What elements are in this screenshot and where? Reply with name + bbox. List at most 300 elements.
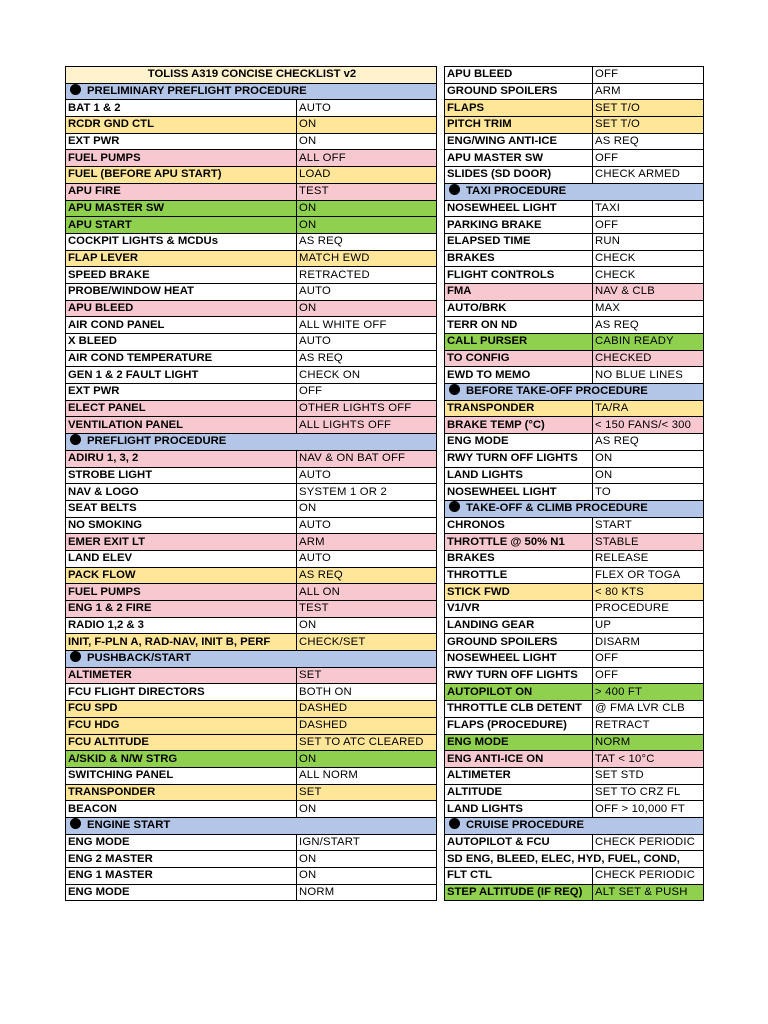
- checklist-value: OFF: [297, 384, 437, 401]
- checklist-value: SET T/O: [593, 100, 704, 117]
- checklist-value: DISARM: [593, 634, 704, 651]
- checklist-row: [66, 751, 437, 768]
- checklist-item: APU MASTER SW: [66, 200, 297, 217]
- checklist-row: [66, 734, 437, 751]
- checklist-row: [66, 450, 437, 467]
- checklist-value: CHECKED: [593, 350, 704, 367]
- checklist-value: ON: [297, 117, 437, 134]
- checklist-item: COCKPIT LIGHTS & MCDUs: [66, 233, 297, 250]
- checklist-row: [66, 334, 437, 351]
- section-header-cruise-procedure: [445, 817, 704, 834]
- checklist-value: ON: [593, 450, 704, 467]
- checklist-item: PACK FLOW: [66, 567, 297, 584]
- checklist-item: APU FIRE: [66, 183, 297, 200]
- checklist-value: FLEX OR TOGA: [593, 567, 704, 584]
- checklist-row: [66, 567, 437, 584]
- checklist-value: AS REQ: [297, 350, 437, 367]
- checklist-left-column: [65, 66, 437, 901]
- checklist-item: FCU HDG: [66, 717, 297, 734]
- checklist-item: ENG 2 MASTER: [66, 851, 297, 868]
- checklist-value: OFF: [593, 667, 704, 684]
- checklist-row: [445, 367, 704, 384]
- checklist-row: [66, 701, 437, 718]
- checklist-row: [66, 100, 437, 117]
- checklist-item: NOSEWHEEL LIGHT: [445, 484, 593, 501]
- checklist-item: FLAP LEVER: [66, 250, 297, 267]
- checklist-row: [66, 117, 437, 134]
- checklist-value: PROCEDURE: [593, 601, 704, 618]
- checklist-row: [445, 617, 704, 634]
- checklist-row: [66, 150, 437, 167]
- checklist-item: ENG/WING ANTI-ICE: [445, 133, 593, 150]
- checklist-row: [66, 183, 437, 200]
- section-title: TAKE-OFF & CLIMB PROCEDURE: [466, 502, 648, 515]
- checklist-row: [445, 467, 704, 484]
- checklist-item: AUTOPILOT & FCU: [445, 834, 593, 851]
- checklist-row: [445, 233, 704, 250]
- checklist-item: LANDING GEAR: [445, 617, 593, 634]
- checklist-value: CHECK: [593, 267, 704, 284]
- checklist-item: ELAPSED TIME: [445, 233, 593, 250]
- checklist-row: [445, 784, 704, 801]
- bullet-icon: [449, 501, 460, 512]
- checklist-value: SET TO ATC CLEARED: [297, 734, 437, 751]
- section-header-cell: [66, 651, 437, 668]
- checklist-value: OFF: [593, 651, 704, 668]
- checklist-item: STICK FWD: [445, 584, 593, 601]
- checklist-item: FUEL (BEFORE APU START): [66, 167, 297, 184]
- checklist-value: CHECK/SET: [297, 634, 437, 651]
- checklist-row: [445, 667, 704, 684]
- checklist-row: [445, 751, 704, 768]
- checklist-title: TOLISS A319 CONCISE CHECKLIST v2: [66, 67, 437, 84]
- checklist-value: ON: [297, 751, 437, 768]
- checklist-note: SD ENG, BLEED, ELEC, HYD, FUEL, COND,: [445, 851, 704, 868]
- checklist-value: CABIN READY: [593, 334, 704, 351]
- checklist-value: START: [593, 517, 704, 534]
- checklist-item: GEN 1 & 2 FAULT LIGHT: [66, 367, 297, 384]
- checklist-item: NAV & LOGO: [66, 484, 297, 501]
- checklist-row: [445, 884, 704, 901]
- checklist-row: [445, 717, 704, 734]
- checklist-item: ADIRU 1, 3, 2: [66, 450, 297, 467]
- checklist-item: PITCH TRIM: [445, 117, 593, 134]
- section-header-cell: [445, 384, 704, 401]
- bullet-icon: [70, 434, 81, 445]
- checklist-item: TO CONFIG: [445, 350, 593, 367]
- checklist-value: TAXI: [593, 200, 704, 217]
- checklist-item: BRAKES: [445, 250, 593, 267]
- checklist-item: THROTTLE @ 50% N1: [445, 534, 593, 551]
- checklist-value: ON: [297, 217, 437, 234]
- checklist-item: BEACON: [66, 801, 297, 818]
- checklist-row: [66, 784, 437, 801]
- checklist-item: EXT PWR: [66, 133, 297, 150]
- checklist-value: ON: [297, 200, 437, 217]
- checklist-item: NO SMOKING: [66, 517, 297, 534]
- bullet-icon: [70, 818, 81, 829]
- checklist-value: AS REQ: [297, 567, 437, 584]
- checklist-row: [66, 584, 437, 601]
- checklist-value: AS REQ: [593, 434, 704, 451]
- checklist-row: [445, 834, 704, 851]
- bullet-icon: [449, 818, 460, 829]
- checklist-item: GROUND SPOILERS: [445, 634, 593, 651]
- section-title: TAXI PROCEDURE: [466, 185, 567, 198]
- checklist-row: [445, 150, 704, 167]
- checklist-item: INIT, F-PLN A, RAD-NAV, INIT B, PERF: [66, 634, 297, 651]
- checklist-item: FUEL PUMPS: [66, 584, 297, 601]
- checklist-row: [66, 834, 437, 851]
- checklist-item: THROTTLE: [445, 567, 593, 584]
- checklist-row: [445, 67, 704, 84]
- checklist-value: AUTO: [297, 517, 437, 534]
- checklist-item: AIR COND TEMPERATURE: [66, 350, 297, 367]
- checklist-item: THROTTLE CLB DETENT: [445, 701, 593, 718]
- checklist-row: [445, 734, 704, 751]
- checklist-row: [66, 384, 437, 401]
- section-header-cell: [445, 500, 704, 517]
- checklist-row: [66, 550, 437, 567]
- checklist-item: RCDR GND CTL: [66, 117, 297, 134]
- checklist-row: [66, 400, 437, 417]
- checklist-item: BRAKES: [445, 550, 593, 567]
- checklist-value: ALL WHITE OFF: [297, 317, 437, 334]
- section-title: PRELIMINARY PREFLIGHT PROCEDURE: [87, 85, 307, 98]
- checklist-item: FLAPS: [445, 100, 593, 117]
- checklist-item: SWITCHING PANEL: [66, 767, 297, 784]
- checklist-item: ENG MODE: [66, 834, 297, 851]
- checklist-item: SEAT BELTS: [66, 500, 297, 517]
- checklist-value: OFF: [593, 67, 704, 84]
- checklist-row: [445, 484, 704, 501]
- checklist-row: [445, 868, 704, 885]
- checklist-row: [445, 601, 704, 618]
- checklist-row: [66, 684, 437, 701]
- checklist-note-row: [445, 851, 704, 868]
- checklist-row: [66, 517, 437, 534]
- section-header-cell: [66, 817, 437, 834]
- checklist-item: SPEED BRAKE: [66, 267, 297, 284]
- checklist-value: AUTO: [297, 283, 437, 300]
- checklist-item: VENTILATION PANEL: [66, 417, 297, 434]
- checklist-title-row: [66, 67, 437, 84]
- bullet-icon: [70, 84, 81, 95]
- checklist-value: < 150 FANS/< 300: [593, 417, 704, 434]
- checklist-row: [66, 317, 437, 334]
- checklist-value: CHECK PERIODIC: [593, 868, 704, 885]
- checklist-item: A/SKID & N/W STRG: [66, 751, 297, 768]
- checklist-row: [445, 300, 704, 317]
- section-header-taxi-procedure: [445, 183, 704, 200]
- checklist-row: [66, 300, 437, 317]
- checklist-item: TERR ON ND: [445, 317, 593, 334]
- checklist-value: AS REQ: [593, 317, 704, 334]
- checklist-value: SET TO CRZ FL: [593, 784, 704, 801]
- checklist-item: RWY TURN OFF LIGHTS: [445, 450, 593, 467]
- checklist-item: LAND LIGHTS: [445, 467, 593, 484]
- checklist-item: EWD TO MEMO: [445, 367, 593, 384]
- checklist-value: SYSTEM 1 OR 2: [297, 484, 437, 501]
- checklist-item: STROBE LIGHT: [66, 467, 297, 484]
- checklist-value: OFF: [593, 217, 704, 234]
- checklist-item: CHRONOS: [445, 517, 593, 534]
- checklist-item: LAND LIGHTS: [445, 801, 593, 818]
- checklist-value: ARM: [297, 534, 437, 551]
- checklist-row: [66, 500, 437, 517]
- checklist-item: GROUND SPOILERS: [445, 83, 593, 100]
- checklist-value: AUTO: [297, 334, 437, 351]
- checklist-value: ON: [297, 300, 437, 317]
- checklist-value: SET T/O: [593, 117, 704, 134]
- checklist-item: NOSEWHEEL LIGHT: [445, 200, 593, 217]
- checklist-value: CHECK ON: [297, 367, 437, 384]
- checklist-value: SET: [297, 667, 437, 684]
- checklist-value: ARM: [593, 83, 704, 100]
- checklist-right-column: [444, 66, 704, 901]
- section-header-cell: [445, 183, 704, 200]
- checklist-item: TRANSPONDER: [66, 784, 297, 801]
- checklist-row: [445, 83, 704, 100]
- checklist-value: ON: [297, 133, 437, 150]
- bullet-icon: [70, 651, 81, 662]
- checklist-item: X BLEED: [66, 334, 297, 351]
- checklist-row: [445, 450, 704, 467]
- checklist-item: FLAPS (PROCEDURE): [445, 717, 593, 734]
- checklist-value: AS REQ: [593, 133, 704, 150]
- checklist-row: [66, 667, 437, 684]
- section-title: PREFLIGHT PROCEDURE: [87, 435, 227, 448]
- checklist-item: APU START: [66, 217, 297, 234]
- checklist-row: [66, 767, 437, 784]
- checklist-item: RADIO 1,2 & 3: [66, 617, 297, 634]
- checklist-row: [66, 851, 437, 868]
- checklist-item: RWY TURN OFF LIGHTS: [445, 667, 593, 684]
- checklist-row: [445, 217, 704, 234]
- checklist-row: [445, 200, 704, 217]
- checklist-item: FLIGHT CONTROLS: [445, 267, 593, 284]
- checklist-value: ALL ON: [297, 584, 437, 601]
- checklist-value: NO BLUE LINES: [593, 367, 704, 384]
- checklist-row: [445, 801, 704, 818]
- bullet-icon: [449, 384, 460, 395]
- checklist-value: TAT < 10°C: [593, 751, 704, 768]
- checklist-item: EXT PWR: [66, 384, 297, 401]
- checklist-value: UP: [593, 617, 704, 634]
- checklist-value: NORM: [297, 884, 437, 901]
- section-header-cell: [66, 83, 437, 100]
- section-header-preflight-procedure: [66, 434, 437, 451]
- checklist-row: [66, 801, 437, 818]
- checklist-row: [445, 517, 704, 534]
- checklist-row: [445, 133, 704, 150]
- checklist-value: TEST: [297, 183, 437, 200]
- checklist-value: RETRACT: [593, 717, 704, 734]
- checklist-value: DASHED: [297, 717, 437, 734]
- checklist-item: PROBE/WINDOW HEAT: [66, 283, 297, 300]
- checklist-row: [66, 884, 437, 901]
- section-title: PUSHBACK/START: [87, 652, 191, 665]
- checklist-row: [66, 467, 437, 484]
- section-header-before-take-off-procedure: [445, 384, 704, 401]
- section-header-cell: [445, 817, 704, 834]
- checklist-value: MATCH EWD: [297, 250, 437, 267]
- checklist-value: @ FMA LVR CLB: [593, 701, 704, 718]
- checklist-item: ENG 1 MASTER: [66, 868, 297, 885]
- checklist-item: LAND ELEV: [66, 550, 297, 567]
- checklist-value: NAV & CLB: [593, 283, 704, 300]
- checklist-value: MAX: [593, 300, 704, 317]
- checklist-row: [445, 117, 704, 134]
- checklist-item: NOSEWHEEL LIGHT: [445, 651, 593, 668]
- checklist-item: AUTOPILOT ON: [445, 684, 593, 701]
- checklist-item: FLT CTL: [445, 868, 593, 885]
- checklist-value: SET: [297, 784, 437, 801]
- checklist-item: ENG 1 & 2 FIRE: [66, 601, 297, 618]
- checklist-value: ON: [297, 801, 437, 818]
- checklist-value: ALL OFF: [297, 150, 437, 167]
- checklist-row: [445, 400, 704, 417]
- checklist-value: ALL NORM: [297, 767, 437, 784]
- section-header-cell: [66, 434, 437, 451]
- checklist-row: [66, 367, 437, 384]
- checklist-item: ENG ANTI-ICE ON: [445, 751, 593, 768]
- checklist-item: V1/VR: [445, 601, 593, 618]
- checklist-value: DASHED: [297, 701, 437, 718]
- checklist-row: [66, 601, 437, 618]
- checklist-row: [445, 250, 704, 267]
- checklist-item: PARKING BRAKE: [445, 217, 593, 234]
- checklist-row: [445, 534, 704, 551]
- checklist-item: BRAKE TEMP (°C): [445, 417, 593, 434]
- checklist-row: [66, 417, 437, 434]
- checklist-item: AIR COND PANEL: [66, 317, 297, 334]
- checklist-item: FMA: [445, 283, 593, 300]
- checklist-value: RETRACTED: [297, 267, 437, 284]
- checklist-value: ON: [297, 617, 437, 634]
- checklist-row: [445, 567, 704, 584]
- bullet-icon: [449, 184, 460, 195]
- section-title: CRUISE PROCEDURE: [466, 819, 585, 832]
- checklist-value: ON: [297, 500, 437, 517]
- checklist-row: [445, 334, 704, 351]
- checklist-item: ELECT PANEL: [66, 400, 297, 417]
- checklist-item: FCU SPD: [66, 701, 297, 718]
- checklist-value: TO: [593, 484, 704, 501]
- checklist-row: [445, 350, 704, 367]
- checklist-row: [66, 200, 437, 217]
- checklist-value: SET STD: [593, 767, 704, 784]
- checklist-item: ENG MODE: [445, 734, 593, 751]
- checklist-row: [445, 434, 704, 451]
- checklist-row: [445, 550, 704, 567]
- checklist-row: [66, 617, 437, 634]
- checklist-value: AUTO: [297, 467, 437, 484]
- checklist-item: ENG MODE: [66, 884, 297, 901]
- checklist-value: IGN/START: [297, 834, 437, 851]
- checklist-item: ENG MODE: [445, 434, 593, 451]
- checklist-row: [66, 217, 437, 234]
- checklist-value: AS REQ: [297, 233, 437, 250]
- checklist-row: [66, 233, 437, 250]
- checklist-row: [445, 317, 704, 334]
- checklist-item: ALTIMETER: [445, 767, 593, 784]
- checklist-item: SLIDES (SD DOOR): [445, 167, 593, 184]
- checklist-row: [445, 634, 704, 651]
- checklist-row: [445, 684, 704, 701]
- section-title: ENGINE START: [87, 819, 171, 832]
- checklist-value: > 400 FT: [593, 684, 704, 701]
- checklist-row: [66, 250, 437, 267]
- checklist-value: CHECK: [593, 250, 704, 267]
- checklist-row: [66, 634, 437, 651]
- checklist-value: BOTH ON: [297, 684, 437, 701]
- checklist-value: STABLE: [593, 534, 704, 551]
- checklist-item: APU MASTER SW: [445, 150, 593, 167]
- section-header-preliminary-preflight-procedure: [66, 83, 437, 100]
- checklist-row: [445, 167, 704, 184]
- checklist-item: FUEL PUMPS: [66, 150, 297, 167]
- section-title: BEFORE TAKE-OFF PROCEDURE: [466, 385, 648, 398]
- checklist-item: APU BLEED: [66, 300, 297, 317]
- checklist-row: [66, 868, 437, 885]
- checklist-item: AUTO/BRK: [445, 300, 593, 317]
- checklist-value: CHECK PERIODIC: [593, 834, 704, 851]
- checklist-value: NORM: [593, 734, 704, 751]
- checklist-row: [445, 100, 704, 117]
- checklist-value: ON: [297, 868, 437, 885]
- checklist-row: [445, 417, 704, 434]
- checklist-value: OFF > 10,000 FT: [593, 801, 704, 818]
- checklist-row: [66, 350, 437, 367]
- checklist-row: [445, 767, 704, 784]
- checklist-row: [445, 267, 704, 284]
- checklist-value: TEST: [297, 601, 437, 618]
- checklist-row: [66, 133, 437, 150]
- checklist-item: APU BLEED: [445, 67, 593, 84]
- checklist-row: [445, 283, 704, 300]
- checklist-row: [445, 651, 704, 668]
- checklist-row: [66, 267, 437, 284]
- checklist-row: [66, 484, 437, 501]
- checklist-item: TRANSPONDER: [445, 400, 593, 417]
- checklist-value: OFF: [593, 150, 704, 167]
- checklist-item: STEP ALTITUDE (IF REQ): [445, 884, 593, 901]
- section-header-engine-start: [66, 817, 437, 834]
- checklist-value: AUTO: [297, 550, 437, 567]
- checklist-value: AUTO: [297, 100, 437, 117]
- checklist-value: RUN: [593, 233, 704, 250]
- checklist-value: ALL LIGHTS OFF: [297, 417, 437, 434]
- checklist-row: [66, 534, 437, 551]
- checklist-value: ALT SET & PUSH: [593, 884, 704, 901]
- checklist-item: FCU FLIGHT DIRECTORS: [66, 684, 297, 701]
- checklist-row: [445, 584, 704, 601]
- checklist-value: < 80 KTS: [593, 584, 704, 601]
- checklist-item: BAT 1 & 2: [66, 100, 297, 117]
- checklist-item: ALTIMETER: [66, 667, 297, 684]
- checklist-value: TA/RA: [593, 400, 704, 417]
- section-header-pushback-start: [66, 651, 437, 668]
- checklist-value: NAV & ON BAT OFF: [297, 450, 437, 467]
- checklist-value: LOAD: [297, 167, 437, 184]
- checklist-item: CALL PURSER: [445, 334, 593, 351]
- checklist-item: EMER EXIT LT: [66, 534, 297, 551]
- checklist-row: [66, 283, 437, 300]
- checklist-value: ON: [297, 851, 437, 868]
- checklist-item: FCU ALTITUDE: [66, 734, 297, 751]
- checklist-row: [66, 717, 437, 734]
